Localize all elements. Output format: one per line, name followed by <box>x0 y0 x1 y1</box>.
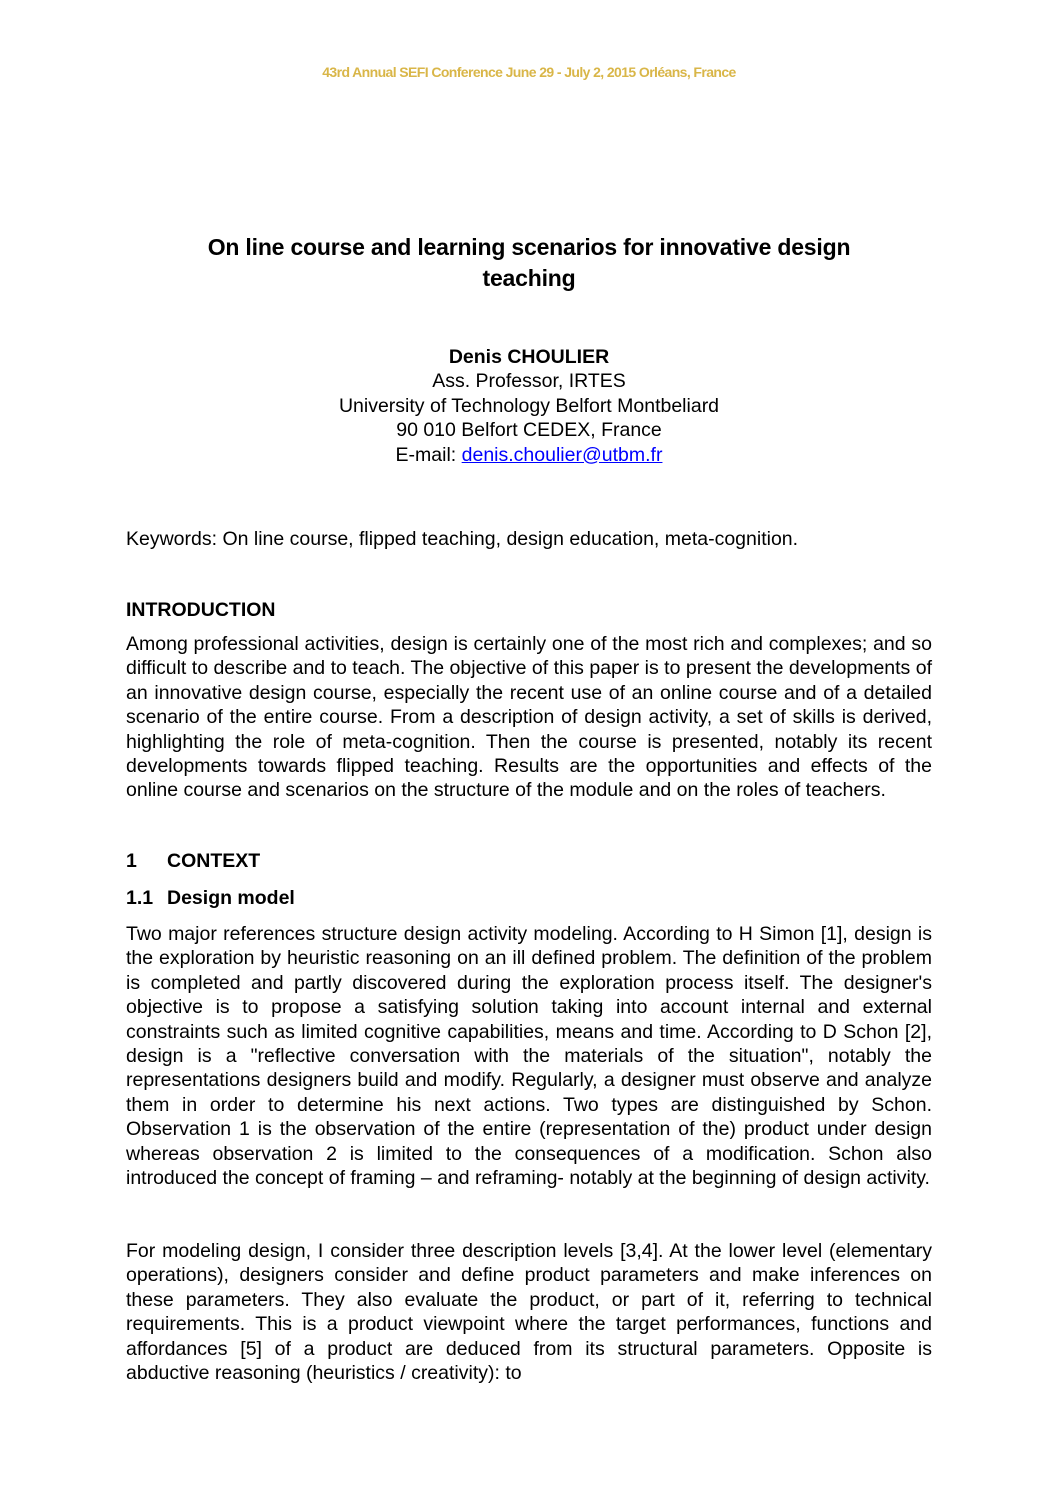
email-label: E-mail: <box>395 443 462 466</box>
author-address: 90 010 Belfort CEDEX, France <box>396 419 662 442</box>
design-model-text-2: For modeling design, I consider three description levels [3,4]. At the lower level (elementary operations), designers consider and define product parameters and make inferences on these parameters. They also evaluate the product, or part of it, referring to technical requirements. This is a product viewpoint where the target performances, functions and affordances [5] of a product are deduced from its structural parameters. Opposite is abductive reasoning (heuristics / creativity): to <box>126 1240 932 1385</box>
paper-title-line-1: On line course and learning scenarios for innovative design <box>207 234 851 260</box>
author-block <box>0 345 1058 467</box>
design-model-section-number: 1.1 <box>126 887 154 909</box>
author-email-link[interactable]: denis.choulier@utbm.fr <box>461 443 663 466</box>
design-model-section-title: Design model <box>167 887 295 909</box>
introduction-text: Among professional activities, design is certainly one of the most rich and complexes; and so difficult to describe and to teach. The objective of this paper is to present the developments of an innovative design course, especially the recent use of an online course and of a detailed scenario of the entire course. From a description of design activity, a set of skills is derived, highlighting the role of meta-cognition. Then the course is presented, notably its recent developments towards flipped teaching. Results are the opportunities and effects of the online course and scenarios on the structure of the module and on the roles of teachers. <box>126 633 932 802</box>
context-heading <box>126 849 260 873</box>
paper-title-line-2: teaching <box>482 265 576 291</box>
introduction-paragraph <box>126 632 932 803</box>
design-model-heading <box>126 886 295 910</box>
design-model-paragraph-1 <box>126 922 932 1190</box>
design-model-paragraph-2 <box>126 1239 932 1385</box>
context-section-title: CONTEXT <box>167 850 261 872</box>
author-position: Ass. Professor, IRTES <box>432 370 626 393</box>
author-email-line <box>0 443 1058 467</box>
design-model-text-1: Two major references structure design activity modeling. According to H Simon [1], design is the exploration by heuristic reasoning on an ill defined problem. The definition of the problem is completed and partly discovered during the exploration process itself. The designer's objective is to propose a satisfying solution taking into account internal and external constraints such as limited cognitive capabilities, means and time. According to D Schon [2], design is a "reflective conversation with the materials of the situation", notably the representations designers build and modify. Regularly, a designer must observe and analyze them in order to determine his next actions. Two types are distinguished by Schon. Observation 1 is the observation of the entire (representation of the) product under design whereas observation 2 is limited to the consequences of a modification. Schon also introduced the concept of framing – and reframing- notably at the beginning of design activity. <box>126 923 932 1190</box>
paper-title <box>100 232 958 294</box>
conference-header: 43rd Annual SEFI Conference June 29 - July 2, 2015 Orléans, France <box>322 64 736 80</box>
keywords: Keywords: On line course, flipped teaching, design education, meta-cognition. <box>126 528 799 550</box>
context-section-number: 1 <box>126 850 137 872</box>
author-name: Denis CHOULIER <box>448 346 610 368</box>
introduction-heading: INTRODUCTION <box>126 599 276 621</box>
author-institution: University of Technology Belfort Montbeliard <box>338 394 720 417</box>
